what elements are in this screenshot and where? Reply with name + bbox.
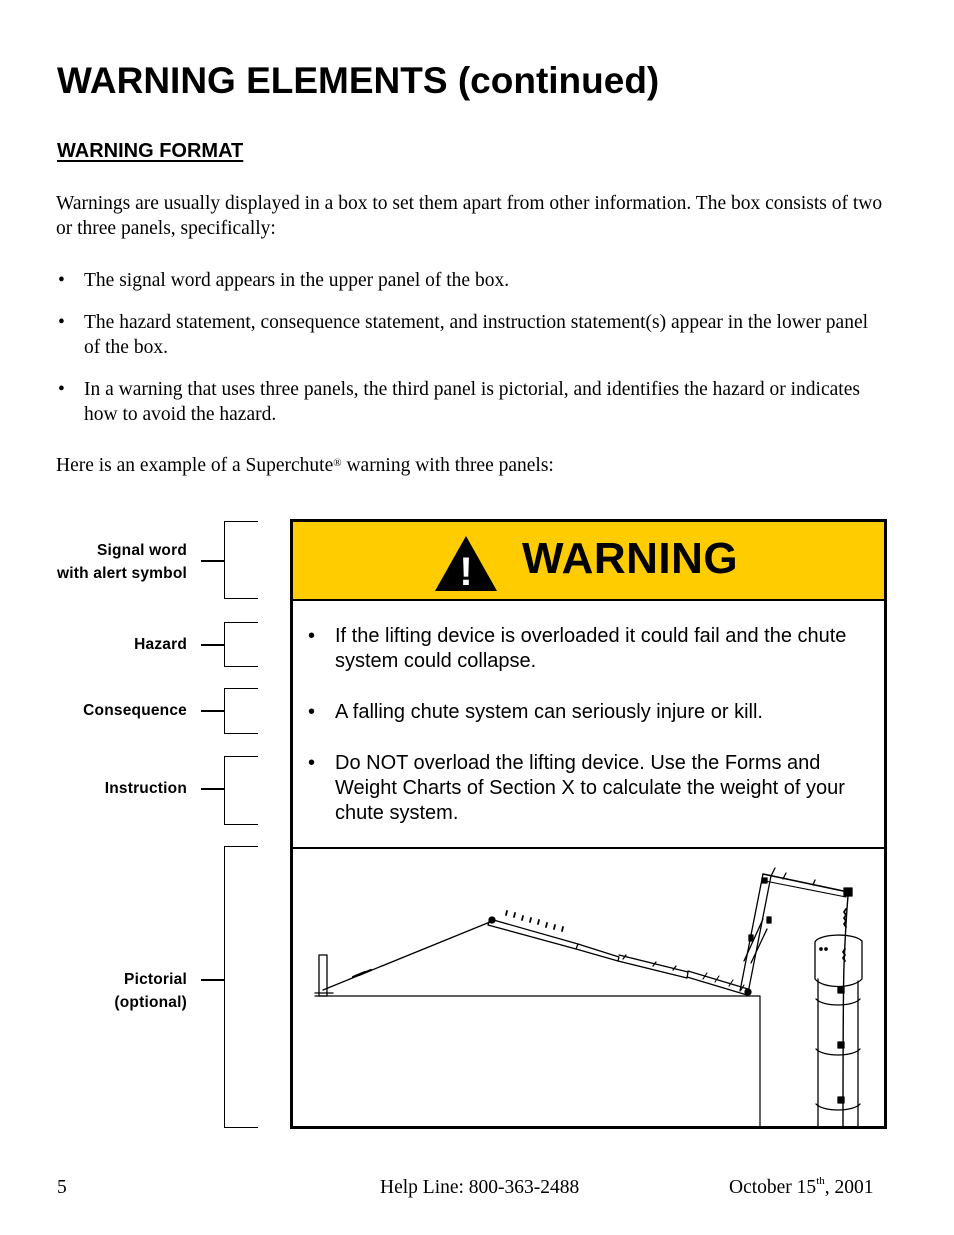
bracket-pictorial xyxy=(224,846,258,1128)
registered-mark: ® xyxy=(333,457,342,469)
hazard-statement: • If the lifting device is overloaded it could fail and the chute system could collapse. xyxy=(308,625,847,672)
bullet-icon: • xyxy=(58,312,65,333)
message-list xyxy=(308,624,874,826)
bracket-tick xyxy=(201,644,224,646)
bracket-signal-word xyxy=(224,521,258,599)
bracket-hazard xyxy=(224,622,258,667)
bullet-icon: • xyxy=(308,625,316,647)
list-item: • The hazard statement, consequence statement, and instruction statement(s) appear in the lower panel of the box. xyxy=(58,312,869,358)
list-item: • The signal word appears in the upper panel of the box. xyxy=(58,270,510,291)
pictorial-panel xyxy=(293,849,884,1126)
consequence-statement: • A falling chute system can seriously injure or kill. xyxy=(308,701,763,723)
bracket-tick xyxy=(201,560,224,562)
lift-chain xyxy=(843,896,848,1126)
bracket-consequence xyxy=(224,688,258,734)
signal-word-panel xyxy=(293,522,884,601)
message-panel xyxy=(293,601,884,849)
label-signal-word: Signal word with alert symbol xyxy=(56,542,187,582)
example-sentence: Here is an example of a Superchute® warning with three panels: xyxy=(56,455,554,476)
lifting-frame xyxy=(740,868,852,993)
signal-word: WARNING xyxy=(522,534,739,583)
page-number: 5 xyxy=(57,1177,67,1198)
label-consequence: Consequence xyxy=(83,702,187,719)
hopper-column xyxy=(815,935,862,1126)
label-pictorial: Pictorial (optional) xyxy=(114,971,187,1011)
section-heading: WARNING FORMAT xyxy=(57,140,244,162)
chute-lift-illustration xyxy=(293,849,884,1126)
bullet-icon: • xyxy=(308,752,316,774)
warning-triangle-icon xyxy=(434,535,498,592)
panel-description-list xyxy=(56,268,886,427)
help-line: Help Line: 800-363-2488 xyxy=(380,1177,580,1198)
label-instruction: Instruction xyxy=(104,780,187,797)
instruction-statement: • Do NOT overload the lifting device. Use the Forms and Weight Charts of Section X to calculate the weight of your chute system. xyxy=(308,752,845,824)
list-item: • In a warning that uses three panels, the third panel is pictorial, and identifies the hazard or indicates how to avoid the hazard. xyxy=(58,379,860,425)
bullet-icon: • xyxy=(58,379,65,400)
footer-date: October 15th, 2001 xyxy=(729,1175,874,1198)
warning-sign xyxy=(290,519,887,1129)
bracket-tick xyxy=(201,788,224,790)
alert-exclamation: ! xyxy=(459,550,473,592)
intro-paragraph: Warnings are usually displayed in a box to set them apart from other information. The box consists of two or three panels, specifically: xyxy=(56,193,883,239)
bracket-tick xyxy=(201,710,224,712)
page-title: WARNING ELEMENTS (continued) xyxy=(57,60,660,101)
tie-cable xyxy=(323,922,490,990)
label-hazard: Hazard xyxy=(134,636,187,653)
bracket-tick xyxy=(201,979,224,981)
bullet-icon: • xyxy=(58,270,65,291)
bullet-icon: • xyxy=(308,701,316,723)
chute-sections xyxy=(488,911,751,995)
bracket-instruction xyxy=(224,756,258,825)
